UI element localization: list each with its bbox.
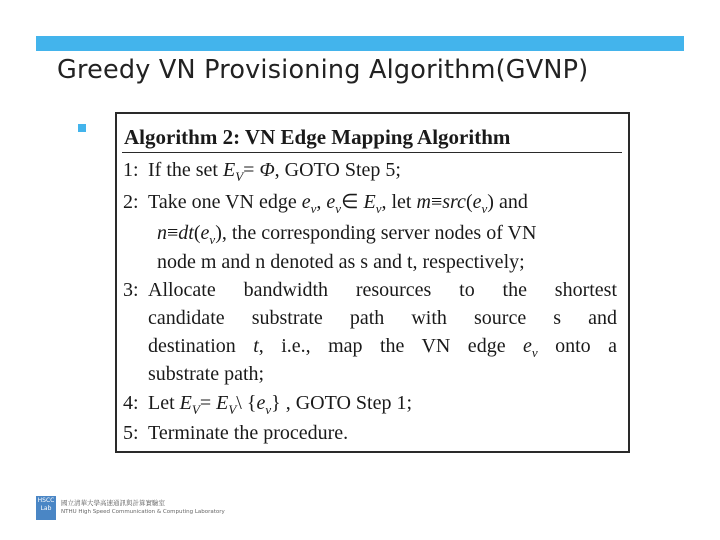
step-number: 2: (123, 191, 139, 213)
step-text-line-2: $n\equiv dt(e_v)$, the corresponding server nodes of VN (157, 222, 537, 247)
algorithm-rule (122, 152, 622, 153)
step-text: Terminate the procedure. (148, 422, 349, 444)
step-text-line-2: candidate substrate path with source s and (148, 307, 617, 329)
step-text-line-4: substrate path; (148, 363, 265, 385)
footer-institution-cn: 國立清華大學高速通訊與計算實驗室 (61, 499, 165, 507)
step-number: 4: (123, 392, 139, 414)
footer-institution-en: NTHU High Speed Communication & Computing Laboratory (61, 509, 225, 515)
title-accent-bar (36, 36, 684, 51)
bullet-marker (78, 124, 86, 132)
step-number: 3: (123, 279, 139, 301)
step-text-line-1: Allocate bandwidth resources to the shortest (148, 279, 617, 301)
step-text-line-3: destination t, i.e., map the VN edge $e_v$ onto a (148, 335, 618, 360)
step-number: 5: (123, 422, 139, 444)
algorithm-box (115, 112, 630, 453)
algorithm-title: Algorithm 2: VN Edge Mapping Algorithm (124, 125, 511, 149)
lab-logo: HSCC Lab (36, 496, 56, 520)
step-text: If the set $E_V= \Phi$, GOTO Step 5; (148, 159, 401, 184)
step-text-line-3: node m and n denoted as s and t, respectively; (157, 251, 525, 273)
step-text-line-1: Take one VN edge $e_v$, $e_v\in$ $E_v$, let $m\equiv src(e_v)$ and (148, 191, 528, 216)
slide-title: Greedy VN Provisioning Algorithm(GVNP) (57, 55, 589, 85)
step-number: 1: (123, 159, 139, 181)
step-text: Let $E_V=$ $E_V\backslash$ $\{e_v\}$ , GOTO Step 1; (148, 392, 413, 417)
